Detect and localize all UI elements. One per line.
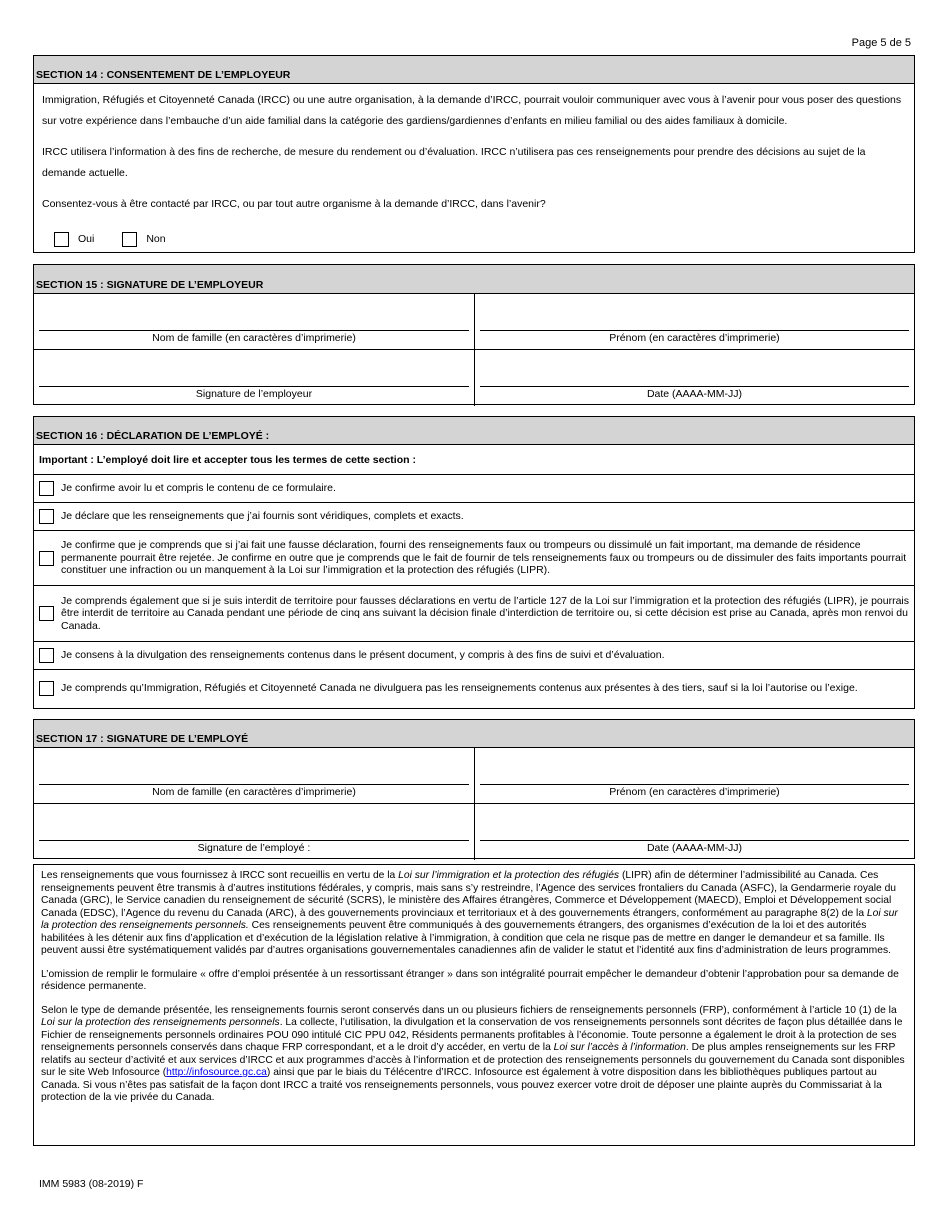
declaration-row: [34, 586, 914, 642]
declaration-row: [34, 642, 914, 670]
infosource-link[interactable]: http://infosource.gc.ca: [166, 1067, 267, 1078]
employer-signature-label: Signature de l’employeur: [195, 388, 313, 400]
section-16-employee-declaration: [33, 416, 915, 709]
section-14-consent-question: Consentez-vous à être contacté par IRCC, ou par tout autre organisme à la demande d’IRCC, dans l’avenir?: [42, 198, 546, 210]
employer-date-field[interactable]: [475, 350, 914, 406]
section-16-important-note: Important : L’employé doit lire et accepter tous les termes de cette section :: [34, 445, 914, 475]
employer-first-name-field[interactable]: [475, 294, 914, 350]
section-15-employer-signature: [33, 264, 915, 405]
consent-yes-checkbox[interactable]: [54, 232, 69, 247]
employer-signature-field[interactable]: [34, 350, 475, 406]
declaration-text: Je comprends également que si je suis interdit de territoire pour fausses déclarations en vertu de l’article 127 de la Loi sur l’immigration et la protection des réfugiés (LIPR), je pourrais être interdit de territoire au Canada pendant une période de cinq ans suivant la décision finale d’interdiction de territoire ou, si cette décision est prise au Canada, après mon renvoi du Canada.: [61, 594, 910, 632]
employer-last-name-field[interactable]: [34, 294, 475, 350]
consent-no-label: Non: [146, 233, 166, 245]
declaration-text: Je comprends qu’Immigration, Réfugiés et Citoyenneté Canada ne divulguera pas les renseignements contenus aux présentes à des tiers, sauf si la loi l’autorise ou l’exige.: [61, 682, 858, 695]
employer-first-name-label: Prénom (en caractères d’imprimerie): [609, 332, 780, 344]
employee-last-name-label: Nom de famille (en caractères d’imprimerie): [152, 786, 356, 798]
section-16-title: SECTION 16 : DÉCLARATION DE L’EMPLOYÉ :: [34, 417, 914, 445]
page-number: Page 5 de 5: [851, 37, 911, 49]
declaration-text: Je confirme avoir lu et compris le contenu de ce formulaire.: [61, 482, 336, 495]
section-17-employee-signature: [33, 719, 915, 859]
declaration-text: Je consens à la divulgation des renseignements contenus dans le présent document, y compris à des fins de suivi et d’évaluation.: [61, 649, 665, 662]
section-17-title: SECTION 17 : SIGNATURE DE L’EMPLOYÉ: [34, 720, 914, 748]
declaration-text: Je déclare que les renseignements que j’ai fournis sont véridiques, complets et exacts.: [61, 510, 464, 523]
declaration-checkbox[interactable]: [39, 681, 54, 696]
employee-first-name-label: Prénom (en caractères d’imprimerie): [609, 786, 780, 798]
section-14-paragraph-1: Immigration, Réfugiés et Citoyenneté Canada (IRCC) ou une autre organisation, à la demande d’IRCC, pourrait vouloir communiquer avec vous à l’avenir pour vous poser des questions sur votre expérience dans l’embauche d’un aide familial dans la catégorie des gardiens/gardiennes d’enfants en milieu familial ou des aides familiaux à domicile.: [42, 94, 902, 127]
employee-first-name-field[interactable]: [475, 748, 914, 804]
declaration-text: Je confirme que je comprends que si j’ai fait une fausse déclaration, fourni des renseignements faux ou trompeurs ou dissimulé un fait important, ma demande de résidence permanente pourrait être rejetée. Je confirme en outre que je comprends que le fait de fournir de tels renseignements faux ou trompeurs ou de dissimuler des faits importants pourrait constituer une infraction ou un manquement à la Loi sur l’immigration et la protection des réfugiés (LIPR).: [61, 539, 907, 577]
declaration-row: [34, 503, 914, 531]
employee-date-field[interactable]: [475, 804, 914, 860]
employee-signature-field[interactable]: [34, 804, 475, 860]
employer-last-name-label: Nom de famille (en caractères d’imprimerie): [152, 332, 356, 344]
employer-date-label: Date (AAAA-MM-JJ): [646, 388, 743, 400]
form-number: IMM 5983 (08-2019) F: [39, 1178, 144, 1190]
privacy-notice: [33, 864, 915, 1146]
declaration-checkbox[interactable]: [39, 648, 54, 663]
declaration-checkbox[interactable]: [39, 509, 54, 524]
declaration-checkbox[interactable]: [39, 606, 54, 621]
section-14-title: SECTION 14 : CONSENTEMENT DE L’EMPLOYEUR: [34, 56, 914, 84]
section-14-paragraph-2: IRCC utilisera l’information à des fins de recherche, de mesure du rendement ou d’évaluation. IRCC n’utilisera pas ces renseignements pour prendre des décisions au sujet de la demande actuelle.: [42, 146, 866, 179]
declaration-checkbox[interactable]: [39, 551, 54, 566]
section-15-title: SECTION 15 : SIGNATURE DE L’EMPLOYEUR: [34, 265, 914, 294]
declaration-row: [34, 531, 914, 586]
privacy-paragraph-3: Selon le type de demande présentée, les renseignements fournis seront conservés dans un ou plusieurs fichiers de renseignements personnels (FRP), conformément à l’article 10 (1) de la Loi sur la protection des renseignements personnels. La collecte, l’utilisation, la divulgation et la conservation de vos renseignements personnels sont décrites de façon plus détaillée dans le Fichier de renseignements personnels ordinaires POU 090 intitulé CIC PPU 042, Résidents permanents profitables à l’économie. Toute personne a également le droit à la protection de ses renseignements personnels conservés dans chaque FRP correspondant, et a le droit d’y accéder, en vertu de la Loi sur l’accès à l’information. De plus amples renseignements sur les FRP relatifs au secteur d’activité et aux services d’IRCC et aux programmes d’accès à l’information et de protection des renseignements personnels du gouvernement du Canada sont disponibles sur le site Web Infosource (http://infosource.gc.ca) ainsi que par le biais du Télécentre d’IRCC. Infosource est également à votre disposition dans les bibliothèques publiques partout au Canada. Si vous n’êtes pas satisfait de la façon dont IRCC a traité vos renseignements personnels, vous pouvez exercer votre droit de déposer une plainte auprès du Commissariat à la protection de la vie privée du Canada.: [41, 1004, 905, 1103]
declaration-row: [34, 475, 914, 503]
declaration-row: [34, 670, 914, 707]
employee-last-name-field[interactable]: [34, 748, 475, 804]
employee-signature-label: Signature de l’employé :: [197, 842, 311, 854]
consent-yes-label: Oui: [78, 233, 95, 245]
consent-no-checkbox[interactable]: [122, 232, 137, 247]
privacy-paragraph-2: L’omission de remplir le formulaire « offre d’emploi présentée à un ressortissant étranger » dans son intégralité pourrait empêcher le demandeur d’obtenir l’approbation pour sa demande de résidence permanente.: [41, 968, 899, 992]
declaration-checkbox[interactable]: [39, 481, 54, 496]
section-14-employer-consent: [33, 55, 915, 253]
privacy-paragraph-1: Les renseignements que vous fournissez à IRCC sont recueillis en vertu de la Loi sur l’immigration et la protection des réfugiés (LIPR) afin de déterminer l’admissibilité au Canada. Ces renseignements peuvent être transmis à d’autres institutions fédérales, y compris, mais sans s’y restreindre, l’Agence des services frontaliers du Canada (ASFC), la Gendarmerie royale du Canada (GRC), le Service canadien du renseignement de sécurité (SCRS), le ministère des Affaires étrangères, Commerce et Développement (MAECD), Emploi et Développement social Canada (EDSC), l’Agence du revenu du Canada (ARC), à des gouvernements provinciaux et territoriaux et à des gouvernements étrangers, conformément au paragraphe 8(2) de la Loi sur la protection des renseignements personnels. Ces renseignements peuvent être communiqués à des gouvernements étrangers, des organismes d’exécution de la loi et des autorités habilitées à les détenir aux fins d’application et d’exécution de la législation relative à l’immigration, à condition que cela ne risque pas de mettre en danger le demandeur et sa famille. Ils peuvent aussi être systématiquement validés par d’autres organisations gouvernementales canadiennes afin de valider le statut et l’identité aux fins d’administration de leurs programmes.: [41, 870, 898, 956]
employee-date-label: Date (AAAA-MM-JJ): [646, 842, 743, 854]
